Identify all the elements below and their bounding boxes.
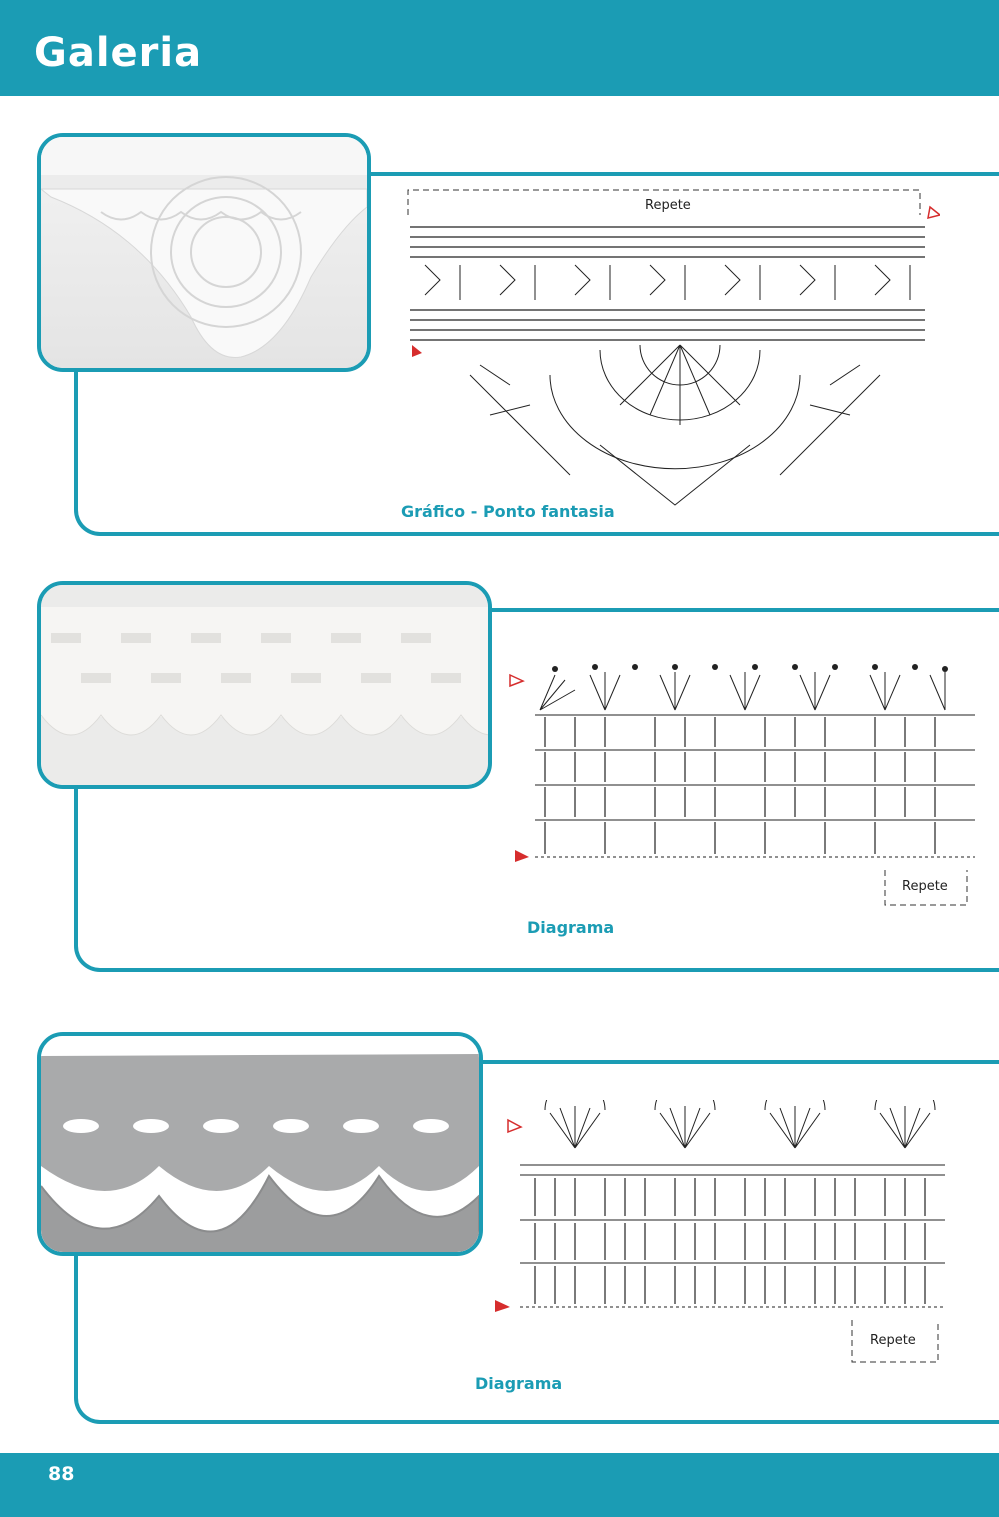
pattern-3-caption: Diagrama xyxy=(475,1374,563,1393)
pattern-3-diagram xyxy=(490,1100,960,1365)
pattern-1-repeat-label: Repete xyxy=(645,198,691,213)
pattern-3-photo xyxy=(37,1032,483,1256)
pattern-1-photo xyxy=(37,133,371,372)
page-title: Galeria xyxy=(34,30,203,76)
pattern-3-repeat-label: Repete xyxy=(870,1333,916,1348)
page-number: 88 xyxy=(48,1463,75,1485)
page-footer xyxy=(0,1453,999,1517)
pattern-1-caption: Gráfico - Ponto fantasia xyxy=(401,502,615,521)
pattern-2-diagram xyxy=(505,655,985,915)
pattern-2-repeat-label: Repete xyxy=(902,879,948,894)
pattern-2-caption: Diagrama xyxy=(527,918,615,937)
pattern-2-photo xyxy=(37,581,492,789)
pattern-1-diagram xyxy=(400,185,940,520)
